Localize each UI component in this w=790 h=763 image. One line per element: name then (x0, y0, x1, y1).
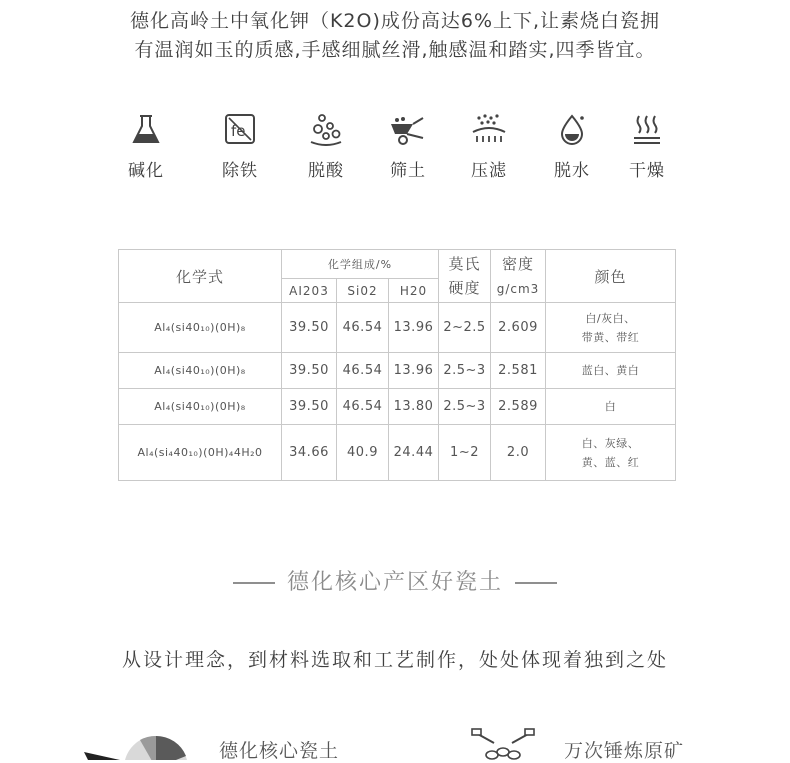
process-label: 脱水 (554, 161, 590, 181)
color-cell (546, 303, 676, 353)
sio2-cell: 40.9 (337, 425, 389, 481)
feature-refined-ore: 万次锤炼原矿 (564, 740, 685, 762)
process-item-sieve (368, 112, 448, 181)
al2o3-cell: 39.50 (282, 303, 337, 353)
color-cell (546, 425, 676, 481)
flask-icon (129, 112, 163, 146)
pie-icon (80, 732, 192, 760)
table-row (119, 389, 676, 425)
iron-icon (223, 112, 257, 146)
density-cell: 2.589 (491, 389, 546, 425)
header-color: 颜色 (546, 250, 676, 303)
hardness-cell: 1~2 (439, 425, 491, 481)
svg-text:fe: fe (231, 122, 246, 140)
h2o-cell: 13.80 (389, 389, 439, 425)
density-cell: 2.581 (491, 353, 546, 389)
process-label: 脱酸 (308, 161, 344, 181)
header-composition: 化学组成/% (282, 250, 439, 279)
header-density (491, 250, 546, 303)
sio2-cell: 46.54 (337, 353, 389, 389)
section-title (0, 565, 790, 596)
h2o-cell: 13.96 (389, 303, 439, 353)
al2o3-cell: 34.66 (282, 425, 337, 481)
color-line1: 白/灰白、 (585, 311, 636, 325)
water-drop-icon (556, 112, 588, 146)
section-tagline: 从设计理念，到材料选取和工艺制作，处处体现着独到之处 (121, 649, 668, 671)
intro-line-1: 德化高岭土中氧化钾（K2O)成份高达6%上下,让素烧白瓷拥 (129, 10, 661, 32)
wheelbarrow-icon (389, 112, 427, 146)
h2o-cell: 24.44 (389, 425, 439, 481)
hardness-cell: 2.5~3 (439, 389, 491, 425)
sio2-cell: 46.54 (337, 303, 389, 353)
formula-cell: Al₄(si40₁₀)(0H)₈ (119, 303, 282, 353)
process-item-press-filter (449, 112, 529, 181)
hammer-ore-icon (470, 727, 536, 760)
header-hardness (439, 250, 491, 303)
header-hardness-line2: 硬度 (448, 279, 481, 297)
table-row (119, 353, 676, 389)
process-item-alkalize (106, 112, 186, 181)
bubbles-icon (308, 112, 344, 146)
al2o3-cell: 39.50 (282, 353, 337, 389)
formula-cell: Al₄(si40₁₀)(0H)₈ (119, 353, 282, 389)
color-line1: 白、灰绿、 (581, 436, 640, 450)
header-hardness-line1: 莫氏 (448, 255, 481, 273)
process-label: 干燥 (629, 161, 665, 181)
header-formula: 化学式 (119, 250, 282, 303)
header-density-line1: 密度 (502, 254, 535, 273)
process-item-iron-removal (200, 112, 280, 181)
color-line2: 黄、蓝、红 (581, 455, 640, 469)
section-title-text: 德化核心产区好瓷土 (286, 570, 503, 595)
intro-line-2: 有温润如玉的质感,手感细腻丝滑,触感温和踏实,四季皆宜。 (134, 39, 656, 61)
header-density-line2: g/cm3 (496, 281, 540, 296)
composition-table (118, 249, 676, 481)
formula-cell: Al₄(si₄40₁₀)(0H)₄4H₂0 (119, 425, 282, 481)
process-item-dewater (532, 112, 612, 181)
hardness-cell: 2~2.5 (439, 303, 491, 353)
header-sio2: Si02 (337, 279, 389, 303)
process-item-dry (607, 112, 687, 181)
feature-core-clay: 德化核心瓷土 (219, 740, 340, 762)
density-cell: 2.0 (491, 425, 546, 481)
color-cell: 蓝白、黄白 (546, 353, 676, 389)
hardness-cell: 2.5~3 (439, 353, 491, 389)
process-item-deacid (286, 112, 366, 181)
table-row (119, 303, 676, 353)
color-line2: 带黄、带红 (581, 330, 640, 344)
process-label: 除铁 (222, 161, 258, 181)
density-cell: 2.609 (491, 303, 546, 353)
formula-cell: Al₄(si40₁₀)(0H)₈ (119, 389, 282, 425)
heat-icon (630, 112, 664, 146)
table-row (119, 425, 676, 481)
color-cell: 白 (546, 389, 676, 425)
sio2-cell: 46.54 (337, 389, 389, 425)
h2o-cell: 13.96 (389, 353, 439, 389)
process-label: 碱化 (128, 161, 164, 181)
al2o3-cell: 39.50 (282, 389, 337, 425)
header-h2o: H20 (389, 279, 439, 303)
title-divider-right (515, 582, 557, 584)
header-al2o3: AI203 (282, 279, 337, 303)
process-label: 压滤 (471, 161, 507, 181)
process-icons (104, 112, 694, 192)
title-divider-left (233, 582, 275, 584)
process-label: 筛土 (390, 161, 426, 181)
press-filter-icon (471, 112, 507, 146)
